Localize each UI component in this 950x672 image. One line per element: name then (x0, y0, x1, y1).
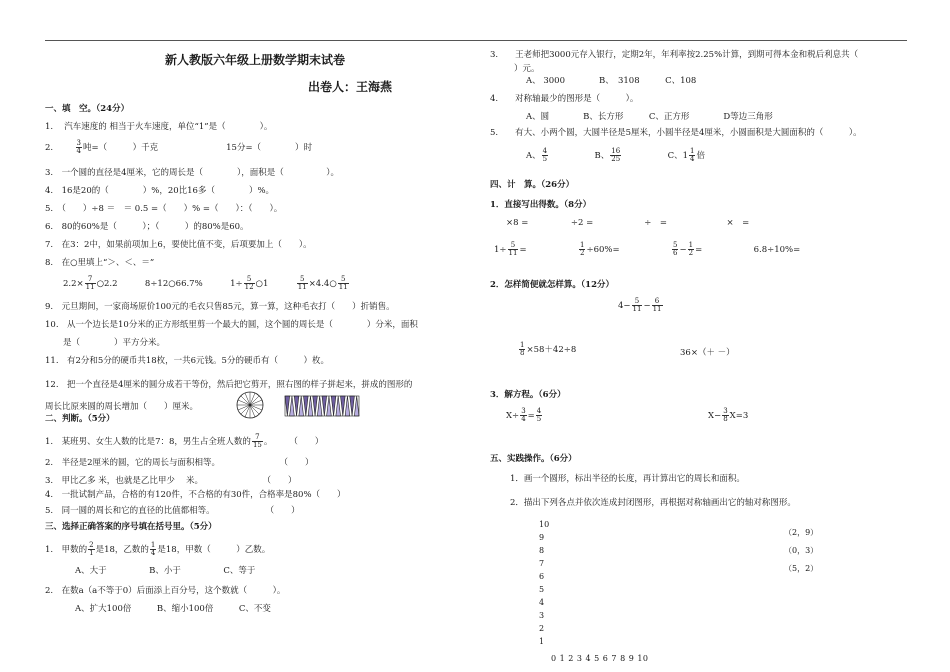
point-label: （5，2） (784, 564, 819, 573)
equation-1: X÷ $\frac{3}{4}$ = $\frac{4}{5}$ (506, 407, 542, 423)
choice-1: 1. 甲数的 $\frac{2}{1}$ 是18，乙数的 $\frac{1}{4}$ 是18，甲数（ ）乙数。 (45, 541, 271, 557)
question-11: 11. 有2分和5分的硬币共18枚，一共6元钱。5分的硬币有（ ）枚。 (45, 356, 329, 366)
header-rule (45, 40, 907, 41)
simplify-expr-1: 4− $\frac{5}{11}$ − $\frac{6}{11}$ (618, 297, 662, 313)
y-tick: 1 (539, 637, 545, 646)
fraction: $\frac{7}{15}$ (252, 433, 262, 449)
fraction: $\frac{3}{4}$ (76, 139, 81, 155)
fraction: $\frac{4}{5}$ (536, 407, 542, 423)
fraction: $\frac{3}{4}$ (521, 407, 526, 423)
section-fill-blank-heading: 一、填 空。（24分） (45, 104, 130, 114)
question-8-comparisons: 2.2× $\frac{7}{11}$ ○2.2 8÷12○66.7% 1÷ $\frac{5}{12}$ ○1 $\frac{5}{11}$ ×4.4○ $\frac{5}{11}$ (63, 275, 348, 291)
choice-1-options: A、大于 B、小于 C、等于 (75, 566, 256, 576)
practice-1: 1．画一个圆形，标出半径的长度，再计算出它的周长和面积。 (510, 474, 745, 484)
question-10-line1: 10. 从一个边长是10分米的正方形纸里剪一个最大的圆，这个圆的周长是（ ）分米，面积 (45, 320, 418, 330)
calc-direct-heading: 1．直接写出得数。（8分） (490, 200, 592, 210)
x-ticks: 0 1 2 3 4 5 6 7 8 9 10 (551, 654, 649, 663)
question-4: 4. 16是20的（ ）%，20比16多（ ）%。 (45, 186, 275, 196)
point-label: （0，3） (784, 546, 819, 555)
y-tick: 8 (539, 546, 545, 555)
fraction: $\frac{5}{11}$ (632, 297, 642, 313)
y-tick: 3 (539, 611, 545, 620)
exam-author: 出卷人：王海燕 (308, 80, 393, 94)
question-10-line2: 是（ ）平方分米。 (63, 338, 166, 348)
fraction: $\frac{4}{5}$ (542, 147, 548, 163)
divided-circle-icon (237, 392, 263, 418)
choice-2: 2. 在数a（a不等于0）后面添上百分号，这个数就（ ）。 (45, 586, 286, 596)
question-3: 3. 一个圆的直径是4厘米，它的周长是（ ），面积是（ ）。 (45, 168, 340, 178)
choice-3-line2: ）元。 (514, 64, 540, 74)
question-1: 1. 汽车速度的 相当于火车速度，单位“1”是（ ）。 (45, 122, 273, 132)
calc-simplify-heading: 2．怎样简便就怎样算。（12分） (490, 280, 614, 290)
section-practice-heading: 五、实践操作。（6分） (490, 454, 577, 464)
judge-3: 3. 甲比乙多 米，也就是乙比甲少 米。 （ ） (45, 476, 297, 486)
exam-title: 新人教版六年级上册数学期末试卷 (165, 53, 346, 67)
choice-3-line1: 3. 王老师把3000元存入银行，定期2年，年利率按2.25%计算，到期可得本金和税后利息共（ (490, 50, 859, 60)
y-tick: 7 (539, 559, 545, 568)
circle-rearrangement-figure (235, 390, 365, 420)
fraction: $\frac{7}{11}$ (85, 275, 95, 291)
y-tick: 4 (539, 598, 545, 607)
rearranged-parallelogram-icon (285, 396, 359, 416)
judge-5: 5. 同一圆的周长和它的直径的比值都相等。 （ ） (45, 506, 300, 516)
question-5: 5. （ ）÷8 ＝ ＝ 0.5 =（ ）% =（ ）：（ ）。 (45, 204, 283, 214)
equation-2: X− $\frac{3}{8}$ X=3 (708, 407, 749, 423)
choice-5-options: A、 $\frac{4}{5}$ B、 $\frac{16}{25}$ C、1 $\frac{1}{4}$ 倍 (526, 147, 705, 163)
calc-equation-heading: 3．解方程。（6分） (490, 390, 566, 400)
choice-5: 5. 有大、小两个圆，大圆半径是5厘米，小圆半径是4厘米，小圆面积是大圆面积的（ ）。 (490, 128, 862, 138)
judge-1: 1. 某班男、女生人数的比是7：8，男生占全班人数的 $\frac{7}{15}$ 。 （ ） (45, 433, 324, 449)
fraction: $\frac{5}{6}$ (673, 241, 678, 257)
fraction: $\frac{5}{11}$ (297, 275, 307, 291)
simplify-expr-3: 36×（＋ －） (680, 348, 735, 358)
question-12-line2: 周长比原来圆的周长增加（ ）厘米。 (45, 402, 199, 412)
fraction: $\frac{1}{4}$ (150, 541, 156, 557)
y-tick: 10 (539, 520, 550, 529)
question-6: 6. 80的60%是（ ）；（ ）的80%是60。 (45, 222, 249, 232)
choice-4: 4. 对称轴最少的图形是（ ）。 (490, 94, 639, 104)
calc-direct-row1: ×8 = ÷2 = ÷ = × = (506, 218, 750, 228)
section-judge-heading: 二、判断。（5分） (45, 414, 115, 424)
judge-2: 2. 半径是2厘米的圆，它的周长与面积相等。 （ ） (45, 458, 314, 468)
question-8: 8. 在○里填上“＞、＜、＝” (45, 258, 155, 268)
section-calc-heading: 四、计 算。（26分） (490, 180, 575, 190)
question-12-line1: 12. 把一个直径是4厘米的圆分成若干等份，然后把它剪开，照右图的样子拼起来，拼成的图形的 (45, 380, 413, 390)
fraction: $\frac{5}{11}$ (508, 241, 518, 257)
fraction: $\frac{1}{4}$ (690, 147, 695, 163)
choice-4-options: A、圆 B、长方形 C、正方形 D等边三角形 (526, 112, 773, 122)
judge-4: 4. 一批试制产品，合格的有120件，不合格的有30件，合格率是80%（ ） (45, 490, 346, 500)
fraction: $\frac{16}{25}$ (611, 147, 621, 163)
fraction: $\frac{2}{1}$ (89, 541, 94, 557)
fraction: $\frac{6}{11}$ (652, 297, 662, 313)
y-tick: 2 (539, 624, 545, 633)
question-7: 7. 在3：2中，如果前项加上6，要使比值不变，后项要加上（ ）。 (45, 240, 312, 250)
point-label: （2，9） (784, 528, 819, 537)
simplify-expr-2: $\frac{1}{8}$ ×58＋42÷8 (520, 341, 577, 357)
fraction: $\frac{1}{2}$ (688, 241, 694, 257)
y-tick: 6 (539, 572, 545, 581)
fraction: $\frac{3}{8}$ (723, 407, 728, 423)
choice-2-options: A、扩大100倍 B、缩小100倍 C、不变 (75, 604, 271, 614)
practice-2: 2．描出下列各点并依次连成封闭图形，再根据对称轴画出它的轴对称图形。 (510, 498, 796, 508)
calc-direct-row2: 1÷ $\frac{5}{11}$ = $\frac{1}{2}$ ÷60%= $\frac{5}{6}$ − $\frac{1}{2}$ = 6.8÷10%= (494, 241, 801, 257)
fraction: $\frac{5}{11}$ (338, 275, 348, 291)
y-tick: 5 (539, 585, 545, 594)
fraction: $\frac{5}{12}$ (244, 275, 254, 291)
fraction: $\frac{1}{8}$ (520, 341, 525, 357)
question-2: 2. $\frac{3}{4}$ 吨=（ ）千克 15分=（ ）时 (45, 139, 313, 155)
section-choice-heading: 三、选择正确答案的序号填在括号里。（5分） (45, 522, 217, 532)
y-tick: 9 (539, 533, 545, 542)
fraction: $\frac{1}{2}$ (579, 241, 585, 257)
choice-3-options: A、 3000 B、 3108 C、108 (526, 76, 697, 86)
question-9: 9. 元旦期间，一家商场原价100元的毛衣只售85元，算一算，这种毛衣打（ ）折销售。 (45, 302, 395, 312)
